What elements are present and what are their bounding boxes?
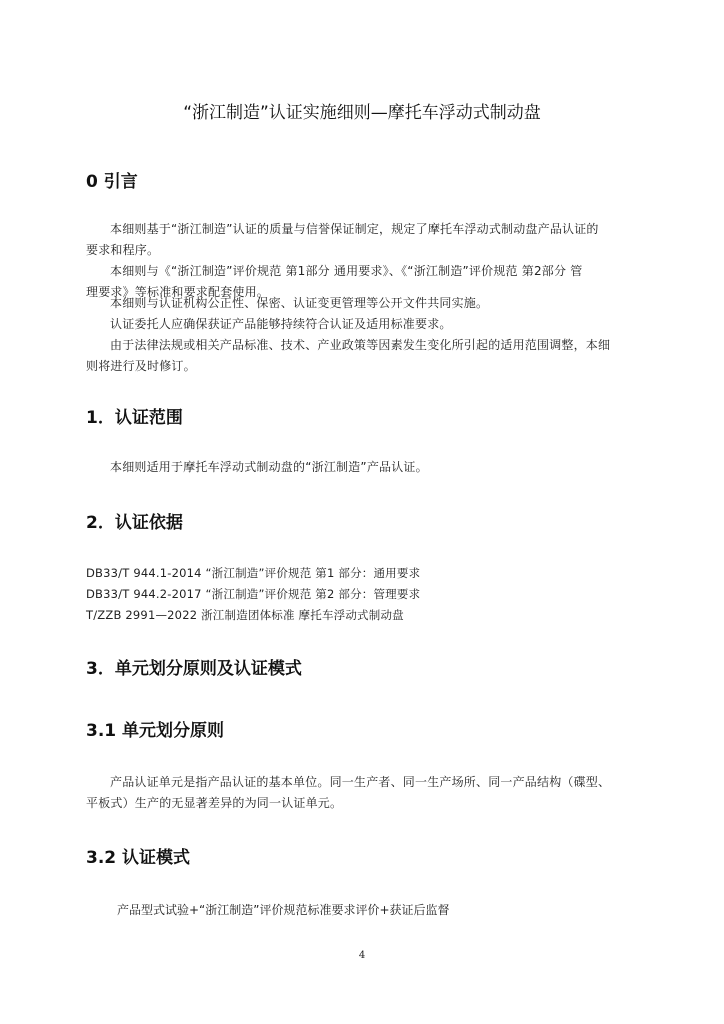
reference-item: T/ZZB 2991—2022 浙江制造团体标准 摩托车浮动式制动盘 [86, 608, 404, 622]
section-heading-intro: 0 引言 [86, 172, 138, 192]
text-line: 本细则适用于摩托车浮动式制动盘的“浙江制造”产品认证。 [110, 460, 428, 474]
text-line: 要求和程序。 [86, 243, 160, 257]
intro-paragraph-1 [86, 219, 644, 261]
text-line: 本细则与《“浙江制造”评价规范 第1部分 通用要求》、《“浙江制造”评价规范 第2部分 管 [110, 264, 583, 278]
cert-mode-text: 产品型式试验+“浙江制造”评价规范标准要求评价+获证后监督 [117, 903, 450, 917]
section-heading-units: 3．单元划分原则及认证模式 [86, 659, 302, 679]
reference-item: DB33/T 944.1-2014 “浙江制造”评价规范 第1 部分：通用要求 [86, 566, 421, 580]
intro-paragraph-5 [86, 335, 644, 377]
subsection-heading-cert-mode: 3.2 认证模式 [86, 848, 191, 868]
text-line: 则将进行及时修订。 [86, 359, 196, 373]
page-number: 4 [358, 950, 366, 961]
section-heading-scope: 1．认证范围 [86, 408, 183, 428]
text-line: 平板式）生产的无显著差异的为同一认证单元。 [86, 796, 343, 810]
section-heading-basis: 2．认证依据 [86, 513, 183, 533]
reference-item: DB33/T 944.2-2017 “浙江制造”评价规范 第2 部分：管理要求 [86, 587, 421, 601]
reference-list [86, 563, 420, 626]
text-line: 产品认证单元是指产品认证的基本单位。同一生产者、同一生产场所、同一产品结构（碟型、 [110, 775, 611, 789]
intro-paragraph-4 [86, 314, 644, 335]
text-line: 理要求》等标准和要求配套使用。 [86, 285, 270, 299]
unit-principle-paragraph [86, 772, 644, 814]
text-line: 由于法律法规或相关产品标准、技术、产业政策等因素发生变化所引起的适用范围调整，本细 [110, 338, 611, 352]
intro-paragraph-3 [86, 293, 644, 314]
text-line: 本细则基于“浙江制造”认证的质量与信誉保证制定，规定了摩托车浮动式制动盘产品认证的 [110, 222, 599, 236]
text-line: 本细则与认证机构公正性、保密、认证变更管理等公开文件共同实施。 [110, 296, 489, 310]
text-line: 认证委托人应确保获证产品能够持续符合认证及适用标准要求。 [110, 317, 452, 331]
scope-paragraph [86, 457, 644, 478]
document-title: “浙江制造”认证实施细则—摩托车浮动式制动盘 [183, 103, 541, 123]
subsection-heading-unit-principle: 3.1 单元划分原则 [86, 721, 225, 741]
